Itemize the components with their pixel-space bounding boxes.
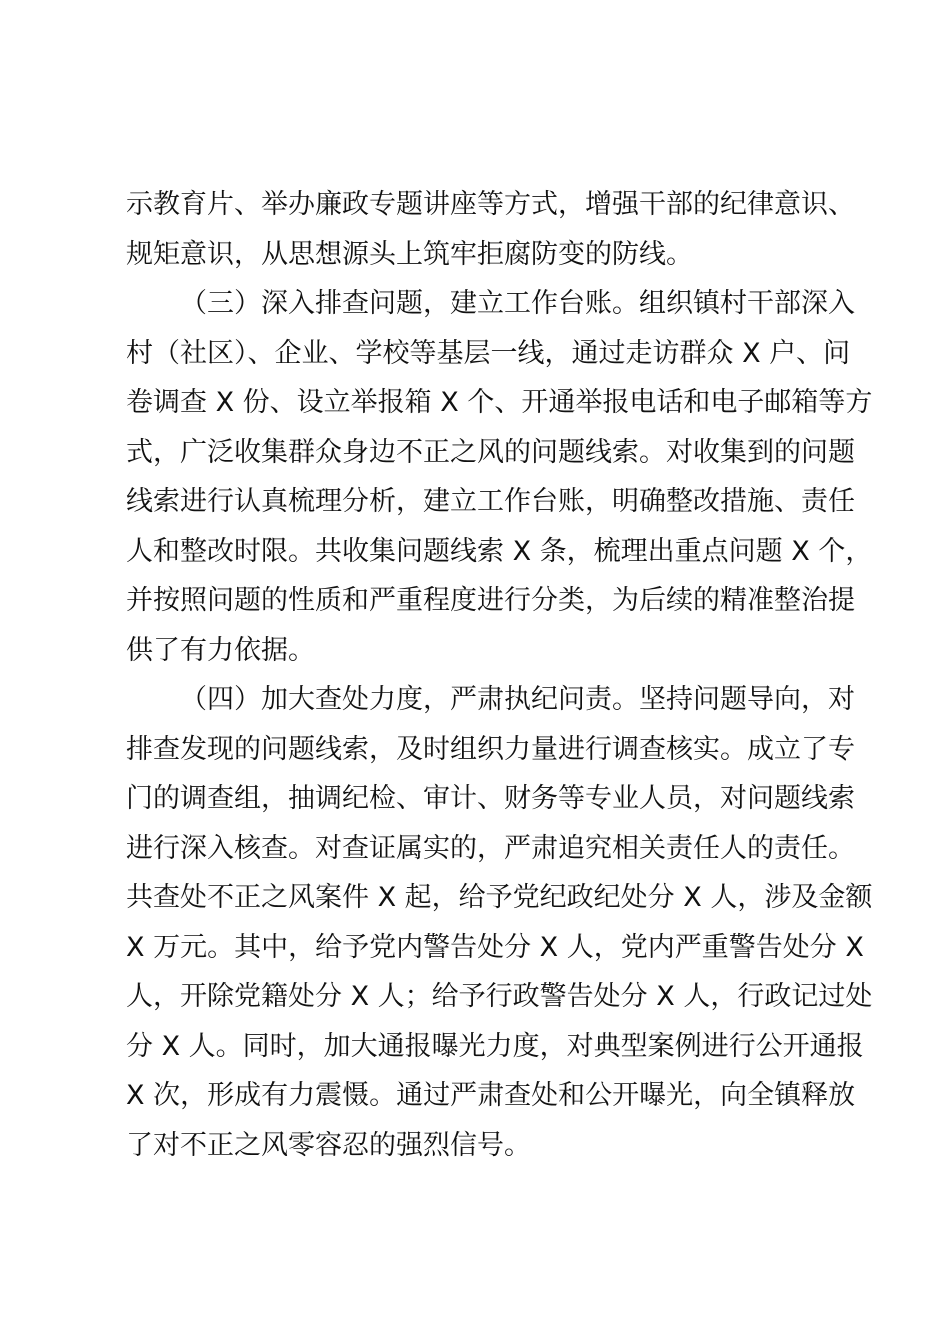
text-line: 示教育片、举办廉政专题讲座等方式，增强干部的纪律意识、 — [126, 189, 855, 220]
text-line: 进行深入核查。对查证属实的，严肃追究相关责任人的责任。 — [126, 832, 855, 864]
text-line: 人，开除党籍处分 X 人；给予行政警告处分 X 人，行政记过处 — [126, 981, 873, 1012]
text-line: 规矩意识，从思想源头上筑牢拒腐防变的防线。 — [126, 238, 693, 270]
section-heading-line: （三）深入排查问题，建立工作台账。组织镇村干部深入 — [180, 288, 855, 319]
text-line: 村（社区）、企业、学校等基层一线，通过走访群众 X 户、问 — [126, 337, 851, 369]
body-text — [126, 180, 873, 1170]
text-line: X 次，形成有力震慑。通过严肃查处和公开曝光，向全镇释放 — [126, 1080, 856, 1111]
text-line: 门的调查组，抽调纪检、审计、财务等专业人员，对问题线索 — [126, 783, 855, 814]
text-line: 并按照问题的性质和严重程度进行分类，为后续的精准整治提 — [126, 585, 855, 616]
section-heading-line: （四）加大查处力度，严肃执纪问责。坚持问题导向，对 — [180, 684, 855, 715]
text-line: 式，广泛收集群众身边不正之风的问题线索。对收集到的问题 — [126, 436, 855, 468]
text-line: 卷调查 X 份、设立举报箱 X 个、开通举报电话和电子邮箱等方 — [126, 387, 873, 418]
text-line: 排查发现的问题线索，及时组织力量进行调查核实。成立了专 — [126, 733, 855, 765]
text-line: X 万元。其中，给予党内警告处分 X 人，党内严重警告处分 X — [126, 931, 864, 963]
text-line: 线索进行认真梳理分析，建立工作台账，明确整改措施、责任 — [126, 486, 855, 517]
text-line: 共查处不正之风案件 X 起，给予党纪政纪处分 X 人，涉及金额 — [126, 882, 873, 913]
text-line: 人和整改时限。共收集问题线索 X 条，梳理出重点问题 X 个， — [126, 535, 873, 567]
text-line: 供了有力依据。 — [126, 634, 315, 666]
text-line: 分 X 人。同时，加大通报曝光力度，对典型案例进行公开通报 — [126, 1030, 864, 1062]
text-line: 了对不正之风零容忍的强烈信号。 — [126, 1129, 531, 1161]
